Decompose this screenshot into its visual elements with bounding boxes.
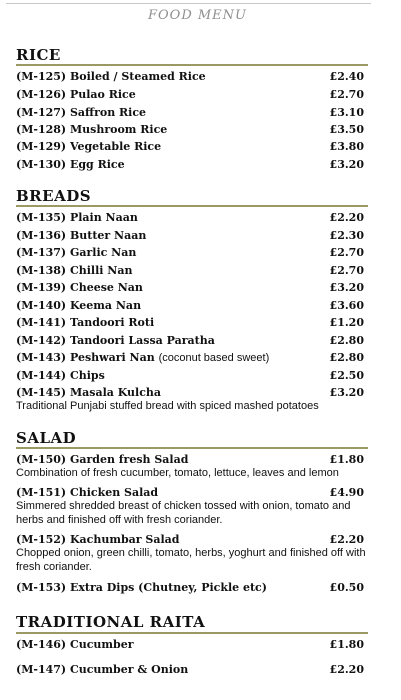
- item-price: £3.60: [329, 299, 364, 312]
- item-label: [16, 638, 134, 651]
- item-code: (M-152): [16, 533, 67, 546]
- section-title-rice: RICE: [16, 46, 61, 64]
- menu-item-m128: [16, 123, 364, 140]
- item-name: Pulao Rice: [69, 88, 136, 101]
- item-price: £4.90: [329, 486, 364, 499]
- item-name: Kachumbar Salad: [69, 533, 180, 546]
- item-name: Cucumber & Onion: [69, 663, 189, 676]
- item-price: £2.70: [329, 88, 364, 101]
- section-divider-raita: [16, 632, 368, 634]
- item-price: £2.30: [329, 229, 364, 242]
- item-description: Combination of fresh cucumber, tomato, lettuce, leaves and lemon: [16, 467, 339, 479]
- menu-item-m153: [16, 581, 364, 598]
- item-price: £1.80: [329, 453, 364, 466]
- section-divider-breads: [16, 205, 368, 207]
- item-price: £3.20: [329, 158, 364, 171]
- item-name: Cheese Nan: [69, 281, 143, 294]
- item-description: Traditional Punjabi stuffed bread with spiced mashed potatoes: [16, 400, 319, 412]
- item-name: Plain Naan: [69, 211, 138, 224]
- item-label: [16, 533, 180, 546]
- menu-item-m141: [16, 316, 364, 333]
- item-label: [16, 334, 215, 347]
- item-price: £2.80: [329, 351, 364, 364]
- item-name: Butter Naan: [69, 229, 147, 242]
- item-label: [16, 158, 125, 171]
- menu-item-m136: [16, 229, 364, 246]
- item-label: [16, 281, 143, 294]
- item-code: (M-151): [16, 486, 67, 499]
- item-label: [16, 88, 136, 101]
- item-label: [16, 351, 269, 364]
- item-name: Egg Rice: [69, 158, 125, 171]
- menu-header: FOOD MENU: [147, 8, 248, 23]
- item-code: (M-145): [16, 386, 67, 399]
- item-description: Simmered shredded breast of chicken tossed with onion, tomato and herbs and finished off with fresh coriander.: [16, 500, 351, 526]
- menu-item-m127: [16, 106, 364, 123]
- menu-item-m125: [16, 70, 364, 87]
- item-label: [16, 211, 138, 224]
- item-price: £2.20: [329, 663, 364, 676]
- item-code: (M-130): [16, 158, 67, 171]
- item-code: (M-126): [16, 88, 67, 101]
- item-code: (M-129): [16, 140, 67, 153]
- item-code: (M-125): [16, 70, 67, 83]
- item-price: £2.80: [329, 334, 364, 347]
- menu-item-m126: [16, 88, 364, 105]
- menu-item-m129: [16, 140, 364, 157]
- menu-item-m146: [16, 638, 364, 655]
- menu-item-m130: [16, 158, 364, 175]
- item-label: [16, 581, 267, 594]
- item-name: Mushroom Rice: [69, 123, 168, 136]
- item-name: Masala Kulcha: [69, 386, 162, 399]
- item-price: £1.80: [329, 638, 364, 651]
- item-name: Chips: [69, 369, 105, 382]
- item-code: (M-140): [16, 299, 67, 312]
- item-code: (M-144): [16, 369, 67, 382]
- item-label: [16, 316, 154, 329]
- item-name: Saffron Rice: [69, 106, 147, 119]
- item-label: [16, 486, 158, 499]
- item-code: (M-128): [16, 123, 67, 136]
- item-code: (M-150): [16, 453, 67, 466]
- item-price: £0.50: [329, 581, 364, 594]
- item-name: Tandoori Roti: [69, 316, 155, 329]
- item-code: (M-147): [16, 663, 67, 676]
- item-name: Chicken Salad: [69, 486, 159, 499]
- item-name: Cucumber: [69, 638, 134, 651]
- item-label: [16, 106, 146, 119]
- item-label: [16, 386, 161, 399]
- item-note: (coconut based sweet): [158, 352, 270, 364]
- menu-item-m144: [16, 369, 364, 386]
- item-label: [16, 299, 141, 312]
- item-price: £3.80: [329, 140, 364, 153]
- menu-item-m139: [16, 281, 364, 298]
- item-code: (M-136): [16, 229, 67, 242]
- item-name: Tandoori Lassa Paratha: [69, 334, 215, 347]
- item-name: Keema Nan: [69, 299, 142, 312]
- top-divider: [6, 3, 371, 4]
- item-price: £3.10: [329, 106, 364, 119]
- item-name: Peshwari Nan: [69, 351, 155, 364]
- item-name: Extra Dips (Chutney, Pickle etc): [69, 581, 267, 594]
- item-price: £2.40: [329, 70, 364, 83]
- item-code: (M-142): [16, 334, 67, 347]
- item-price: £2.50: [329, 369, 364, 382]
- item-price: £2.70: [329, 264, 364, 277]
- item-label: [16, 264, 132, 277]
- item-label: [16, 453, 188, 466]
- section-title-traditional-raita: TRADITIONAL RAITA: [16, 613, 206, 631]
- item-label: [16, 246, 136, 259]
- item-code: (M-127): [16, 106, 67, 119]
- section-divider-rice: [16, 64, 368, 66]
- item-name: Vegetable Rice: [69, 140, 162, 153]
- section-title-salad: SALAD: [16, 429, 77, 447]
- item-code: (M-139): [16, 281, 67, 294]
- item-code: (M-141): [16, 316, 67, 329]
- menu-item-m135: [16, 211, 364, 228]
- item-price: £2.20: [329, 211, 364, 224]
- item-code: (M-153): [16, 581, 67, 594]
- section-title-breads: BREADS: [16, 187, 92, 205]
- item-price: £1.20: [329, 316, 364, 329]
- menu-item-m143: [16, 351, 364, 368]
- item-description: Chopped onion, green chilli, tomato, herbs, yoghurt and finished off with fresh coriander.: [16, 547, 366, 573]
- item-code: (M-143): [16, 351, 67, 364]
- item-label: [16, 369, 105, 382]
- item-code: (M-135): [16, 211, 67, 224]
- section-divider-salad: [16, 447, 368, 449]
- menu-item-m137: [16, 246, 364, 263]
- item-name: Garlic Nan: [69, 246, 137, 259]
- item-price: £3.20: [329, 281, 364, 294]
- item-code: (M-146): [16, 638, 67, 651]
- item-label: [16, 229, 146, 242]
- item-label: [16, 663, 188, 676]
- menu-item-m138: [16, 264, 364, 281]
- item-label: [16, 140, 161, 153]
- item-code: (M-138): [16, 264, 67, 277]
- menu-item-m142: [16, 334, 364, 351]
- item-price: £2.70: [329, 246, 364, 259]
- item-name: Chilli Nan: [69, 264, 133, 277]
- item-label: [16, 70, 206, 83]
- item-code: (M-137): [16, 246, 67, 259]
- item-label: [16, 123, 167, 136]
- item-price: £3.20: [329, 386, 364, 399]
- item-name: Garden fresh Salad: [69, 453, 189, 466]
- item-price: £2.20: [329, 533, 364, 546]
- menu-item-m147: [16, 663, 364, 680]
- item-price: £3.50: [329, 123, 364, 136]
- item-name: Boiled / Steamed Rice: [69, 70, 206, 83]
- menu-item-m140: [16, 299, 364, 316]
